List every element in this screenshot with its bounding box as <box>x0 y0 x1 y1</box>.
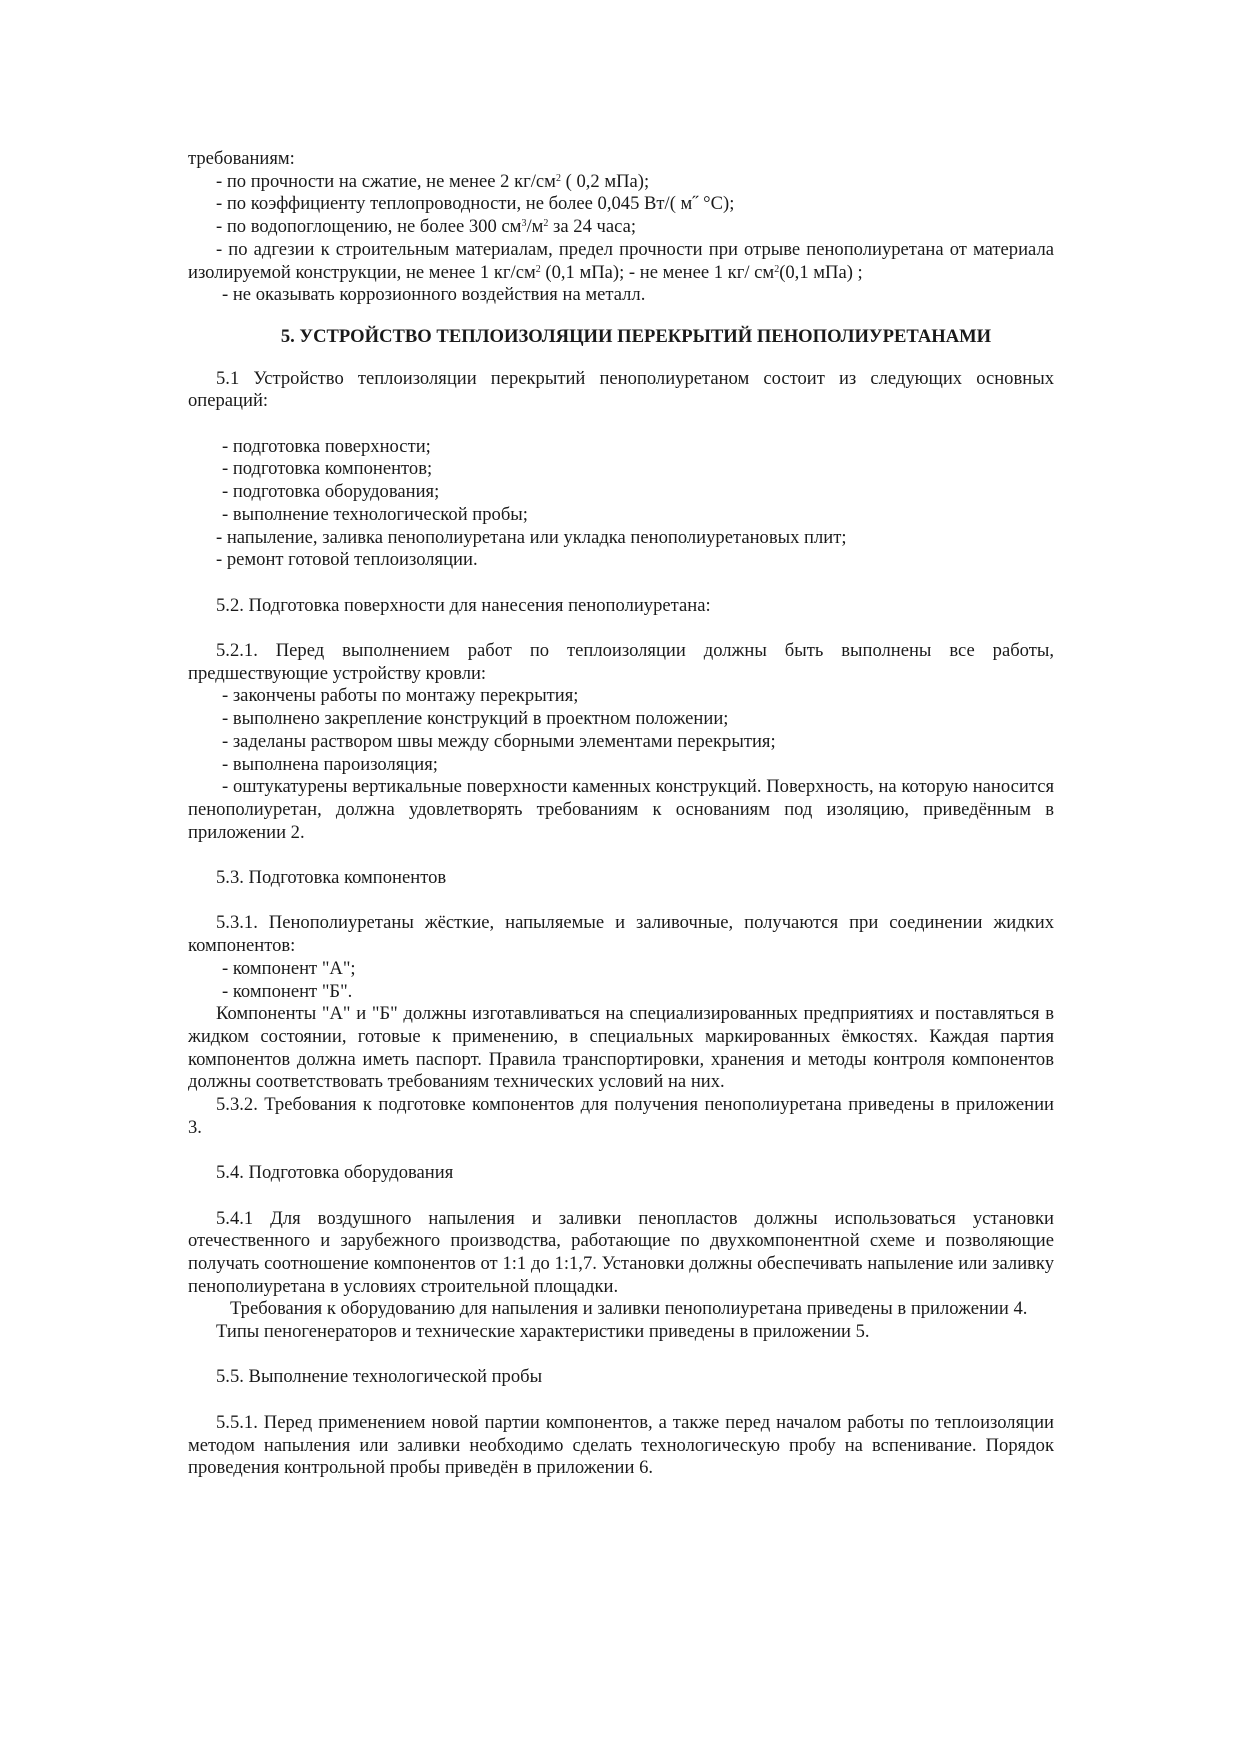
list-item-op: - ремонт готовой теплоизоляции. <box>216 549 478 571</box>
paragraph-5-3-2: 5.3.2. Требования к подготовке компонентов для получения пенополиуретана приведены в приложении 3. <box>188 1094 1054 1138</box>
req-water: - по водопоглощению, не более 300 $см^3/м^2$ за 24 часа; <box>216 216 637 238</box>
subheading-5-3: 5.3. Подготовка компонентов <box>216 867 447 889</box>
list-item-prep: - выполнена пароизоляция; <box>222 753 438 775</box>
subheading-5-4: 5.4. Подготовка оборудования <box>216 1162 454 1184</box>
paragraph-5-4-1: 5.4.1 Для воздушного напыления и заливки пенопластов должны использоваться установки отечественного и зарубежного производства, работающие по двухкомпонентной схеме и позволяющие получать соотношение компонентов от 1:1 до 1:1,7. Установки должны обеспечивать напыление или заливку пенополиуретана в условиях строительной площадки. <box>188 1207 1054 1297</box>
list-item-prep: - закончены работы по монтажу перекрытия; <box>222 685 579 707</box>
list-item-prep: - выполнено закрепление конструкций в проектном положении; <box>222 708 729 730</box>
req-thermal: - по коэффициенту теплопроводности, не более 0,045 Вт/( м˝ °С); <box>216 193 735 215</box>
paragraph-5-2-1: 5.2.1. Перед выполнением работ по теплоизоляции должны быть выполнены все работы, предшествующие устройству кровли: <box>188 640 1054 684</box>
subheading-5-5: 5.5. Выполнение технологической пробы <box>216 1366 543 1388</box>
paragraph-generators: Типы пеногенераторов и технические характеристики приведены в приложении 5. <box>216 1321 870 1343</box>
document-page <box>188 148 1054 1480</box>
paragraph-plaster: - оштукатурены вертикальные поверхности каменных конструкций. Поверхность, на которую наносится пенополиуретан, должна удовлетворять требованиям к основаниям под изоляцию, приведённым в приложении 2. <box>188 776 1054 843</box>
subheading-5-2: 5.2. Подготовка поверхности для нанесения пенополиуретана: <box>216 594 711 616</box>
list-item-op: - выполнение технологической пробы; <box>222 503 528 525</box>
req-adhesion: - по адгезии к строительным материалам, предел прочности при отрыве пенополиуретана от материала изолируемой конструкции, не менее 1 $кг/см^2$ (0,1 мПа); - не менее 1 кг/ $см^2(0,1$ мПа) ; <box>188 238 1054 283</box>
paragraph-5-3-1: 5.3.1. Пенополиуретаны жёсткие, напыляемые и заливочные, получаются при соединении жидких компонентов: <box>188 912 1054 957</box>
intro-lead: требованиям: <box>188 148 295 169</box>
list-item-component: - компонент "Б". <box>222 980 353 1002</box>
paragraph-5-1: 5.1 Устройство теплоизоляции перекрытий пенополиуретаном состоит из следующих основных операций: <box>188 367 1054 412</box>
list-item-op: - подготовка оборудования; <box>222 481 440 503</box>
req-corrosion: - не оказывать коррозионного воздействия на металл. <box>222 284 646 306</box>
section-heading: 5. УСТРОЙСТВО ТЕПЛОИЗОЛЯЦИИ ПЕРЕКРЫТИЙ ПЕНОПОЛИУРЕТАНАМИ <box>280 325 992 347</box>
paragraph-5-5-1: 5.5.1. Перед применением новой партии компонентов, а также перед началом работы по теплоизоляции методом напыления или заливки необходимо сделать технологическую пробу на вспенивание. Порядок проведения контрольной пробы приведён в приложении 6. <box>188 1411 1054 1479</box>
paragraph-components: Компоненты "А" и "Б" должны изготавливаться на специализированных предприятиях и поставляться в жидком состоянии, готовые к применению, в специальных маркированных ёмкостях. Каждая партия компонентов должна иметь паспорт. Правила транспортировки, хранения и методы контроля компонентов должны соответствовать требованиям технических условий на них. <box>188 1003 1054 1093</box>
list-item-op: - напыление, заливка пенополиуретана или укладка пенополиуретановых плит; <box>216 526 847 548</box>
list-item-prep: - заделаны раствором швы между сборными элементами перекрытия; <box>222 730 776 752</box>
list-item-component: - компонент "А"; <box>222 957 356 979</box>
list-item-op: - подготовка поверхности; <box>222 435 431 457</box>
paragraph-equipment: Требования к оборудованию для напыления и заливки пенополиуретана приведены в приложении 4. <box>230 1298 1028 1320</box>
req-compression: - по прочности на сжатие, не менее 2 $кг/см^2$ ( 0,2 мПа); <box>216 170 650 192</box>
list-item-op: - подготовка компонентов; <box>222 458 433 480</box>
